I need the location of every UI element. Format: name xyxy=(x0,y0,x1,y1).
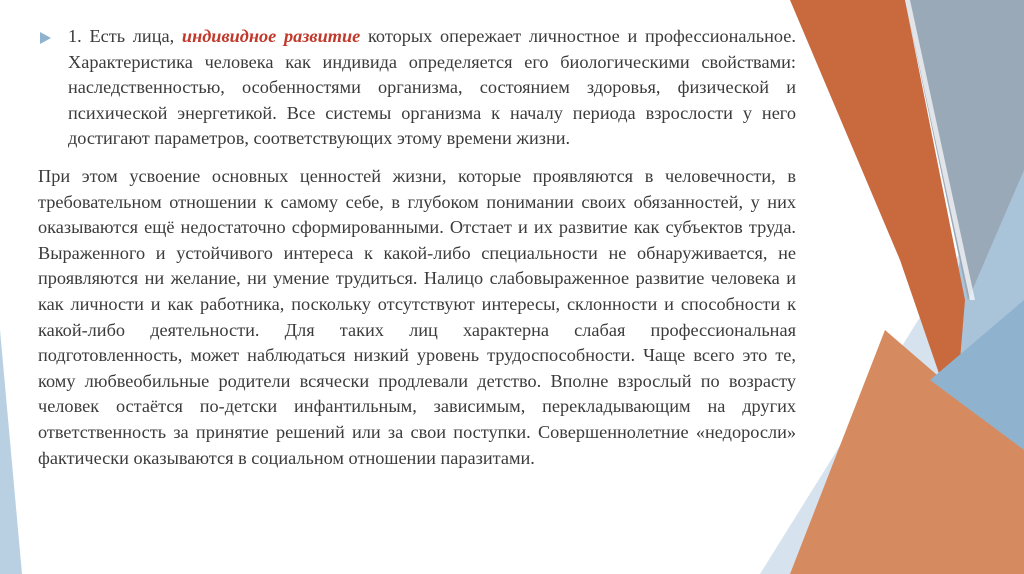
body-paragraph: При этом усвоение основных ценностей жизни, которые проявляются в человечности, в требовательном отношении к самому себе, в глубоком понимании своих обязанностей, у них оказываются ещё недостаточно сформированными. Отстает и их развитие как субъектов труда. Выраженного и устойчивого интереса к какой-либо специальности не обнаруживается, не проявляются ни желание, ни умение трудиться. Налицо слабовыраженное развитие человека и как личности и как работника, поскольку отсутствуют интересы, склонности и способности к какой-либо деятельности. Для таких лиц характерна слабая профессиональная подготовленность, может наблюдаться низкий уровень трудоспособности. Чаще всего это те, кому любвеобильные родители всячески продлевали детство. Вполне взрослый по возрасту человек остаётся по-детски инфантильным, зависимым, перекладывающим на других ответственность за принятие решений или за свои поступки. Совершеннолетние «недоросли» фактически оказываются в социальном отношении паразитами. xyxy=(38,165,796,468)
bullet-text-after: которых опережает личностное и профессиональное. Характеристика человека как индивида определяется его биологическими свойствами: наследственностью, особенностями организма, состоянием здоровья, физической и психической энергетикой. Все системы организма к началу периода взрослости у него достигают параметров, соответствующих этому времени жизни. xyxy=(68,26,796,149)
left-blue-triangle xyxy=(0,330,22,574)
text-content xyxy=(38,24,796,471)
bullet-text-before: Есть лица, xyxy=(81,26,182,46)
bullet-text xyxy=(68,24,796,152)
triangle-bullet-icon xyxy=(38,24,68,50)
bullet-number: 1. xyxy=(68,26,82,46)
bullet-item xyxy=(38,24,796,152)
highlighted-term: индивидное развитие xyxy=(181,26,361,46)
